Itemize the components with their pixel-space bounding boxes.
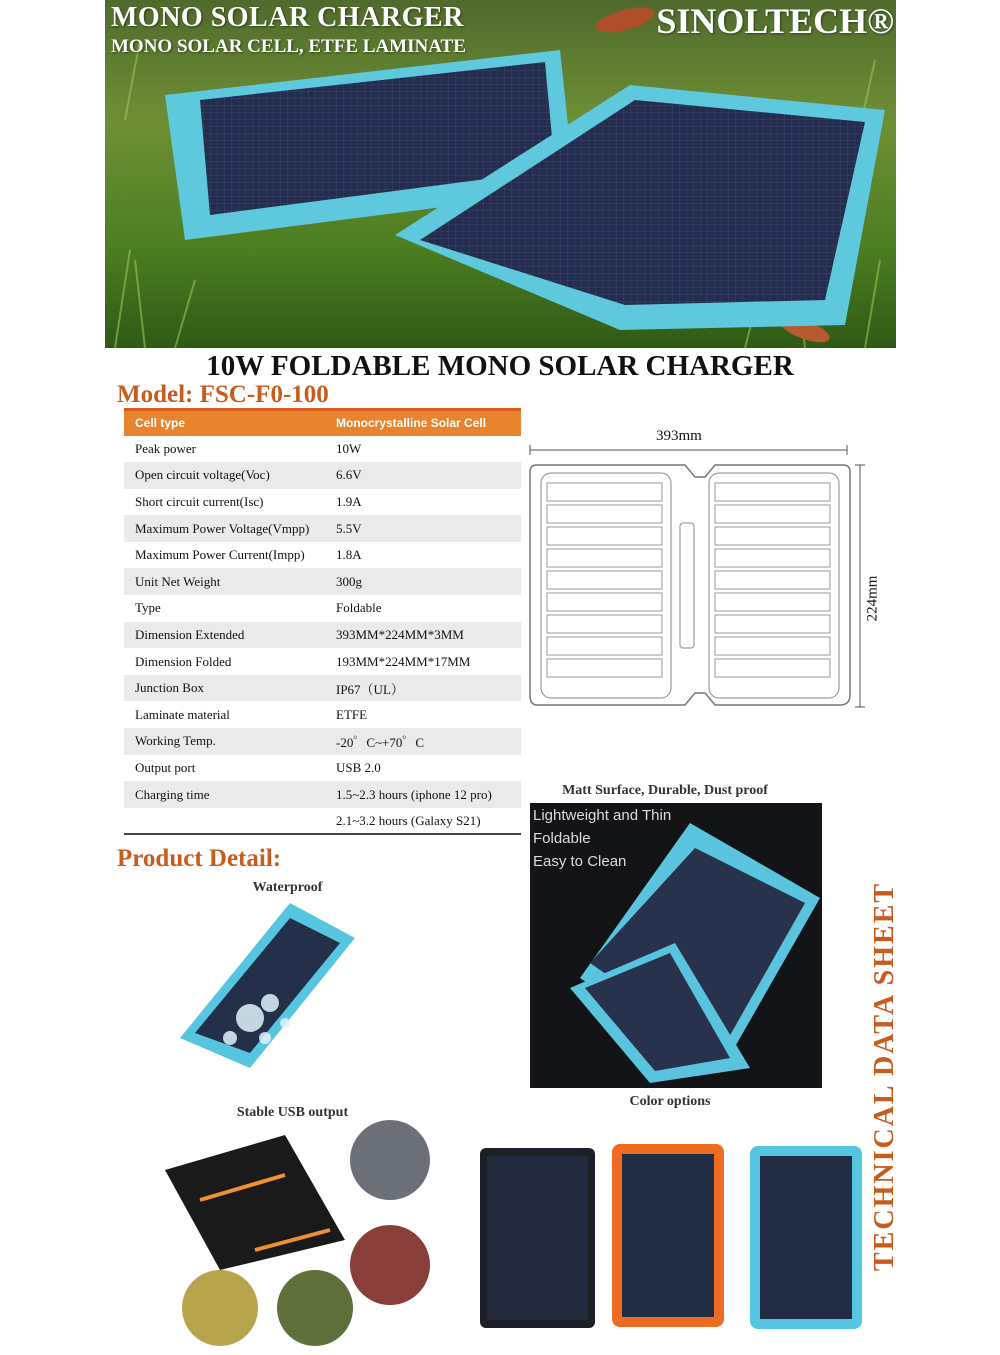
spec-value: 5.5V [336, 515, 521, 542]
color-options-illustration [475, 1140, 865, 1335]
spec-param: Unit Net Weight [124, 568, 336, 595]
dimension-drawing [525, 425, 865, 715]
spec-param: Dimension Folded [135, 653, 232, 669]
spec-param: Maximum Power Voltage(Vmpp) [124, 515, 336, 542]
spec-param: Laminate material [135, 706, 230, 722]
hero-subtitle: MONO SOLAR CELL, ETFE LAMINATE [111, 36, 466, 57]
brand-name: SINOLTECH® [656, 1, 894, 41]
spec-row [124, 648, 521, 675]
spec-value: 1.5~2.3 hours (iphone 12 pro) [336, 781, 521, 808]
feature-foldable: Foldable [533, 830, 591, 847]
spec-value: 300g [336, 568, 521, 595]
spec-row [124, 675, 521, 702]
caption-color-options: Color options [629, 1094, 711, 1109]
spec-table [124, 408, 521, 835]
waterproof-panel-illustration [170, 898, 370, 1078]
features-photo [530, 803, 822, 1088]
spec-value: ETFE [336, 706, 368, 722]
hero-photo [105, 0, 896, 348]
spec-row [124, 568, 521, 595]
spec-value: 2.1~3.2 hours (Galaxy S21) [336, 808, 521, 835]
spec-param: Open circuit voltage(Voc) [124, 462, 336, 489]
spec-value: 393MM*224MM*3MM [336, 622, 521, 649]
spec-value: Foldable [336, 600, 382, 616]
spec-value: 10W [336, 440, 362, 456]
spec-value: USB 2.0 [336, 759, 381, 775]
spec-row [124, 808, 521, 835]
spec-param: Short circuit current(Isc) [135, 493, 264, 509]
spec-row [124, 595, 521, 622]
spec-row [124, 728, 521, 755]
spec-param: Dimension Extended [124, 622, 336, 649]
spec-header-value: Monocrystalline Solar Cell [336, 410, 521, 436]
spec-value: 1.8A [336, 547, 362, 563]
spec-header-row [124, 410, 521, 436]
dimension-width-label: 393mm [656, 428, 702, 444]
spec-row [124, 755, 521, 782]
spec-param [124, 808, 336, 835]
model-label: Model: FSC-F0-100 [117, 381, 329, 408]
spec-header-param: Cell type [124, 410, 336, 436]
spec-row [124, 436, 521, 463]
spec-row [124, 701, 521, 728]
feature-easy-clean: Easy to Clean [533, 853, 627, 870]
feature-lightweight: Lightweight and Thin [533, 807, 672, 824]
spec-value: 1.9A [336, 493, 362, 509]
product-detail-heading: Product Detail: [117, 845, 282, 872]
spec-param: Type [135, 600, 161, 616]
spec-row [124, 781, 521, 808]
caption-matt-surface: Matt Surface, Durable, Dust proof [562, 783, 768, 798]
spec-row [124, 462, 521, 489]
spec-param: Charging time [124, 781, 336, 808]
spec-row [124, 489, 521, 516]
hero-title: MONO SOLAR CHARGER [111, 2, 464, 33]
spec-row [124, 515, 521, 542]
spec-param: Maximum Power Current(Impp) [135, 547, 305, 563]
spec-row [124, 622, 521, 649]
spec-value: 193MM*224MM*17MM [336, 653, 471, 669]
caption-waterproof: Waterproof [252, 880, 323, 895]
spec-value: 6.6V [336, 462, 521, 489]
usb-output-illustration [160, 1120, 440, 1350]
main-title: 10W FOLDABLE MONO SOLAR CHARGER [206, 350, 794, 382]
spec-value: IP67（UL） [336, 675, 521, 702]
caption-usb-output: Stable USB output [236, 1105, 349, 1120]
spec-param: Working Temp. [124, 728, 336, 755]
spec-param: Junction Box [124, 675, 336, 702]
dimension-height-label: 224mm [864, 575, 881, 622]
spec-param: Peak power [135, 440, 197, 456]
technical-data-sheet-label: TECHNICAL DATA SHEET [869, 881, 900, 1271]
spec-value: -20゜C~+70゜C [336, 728, 521, 755]
spec-param: Output port [135, 759, 196, 775]
spec-row [124, 542, 521, 569]
